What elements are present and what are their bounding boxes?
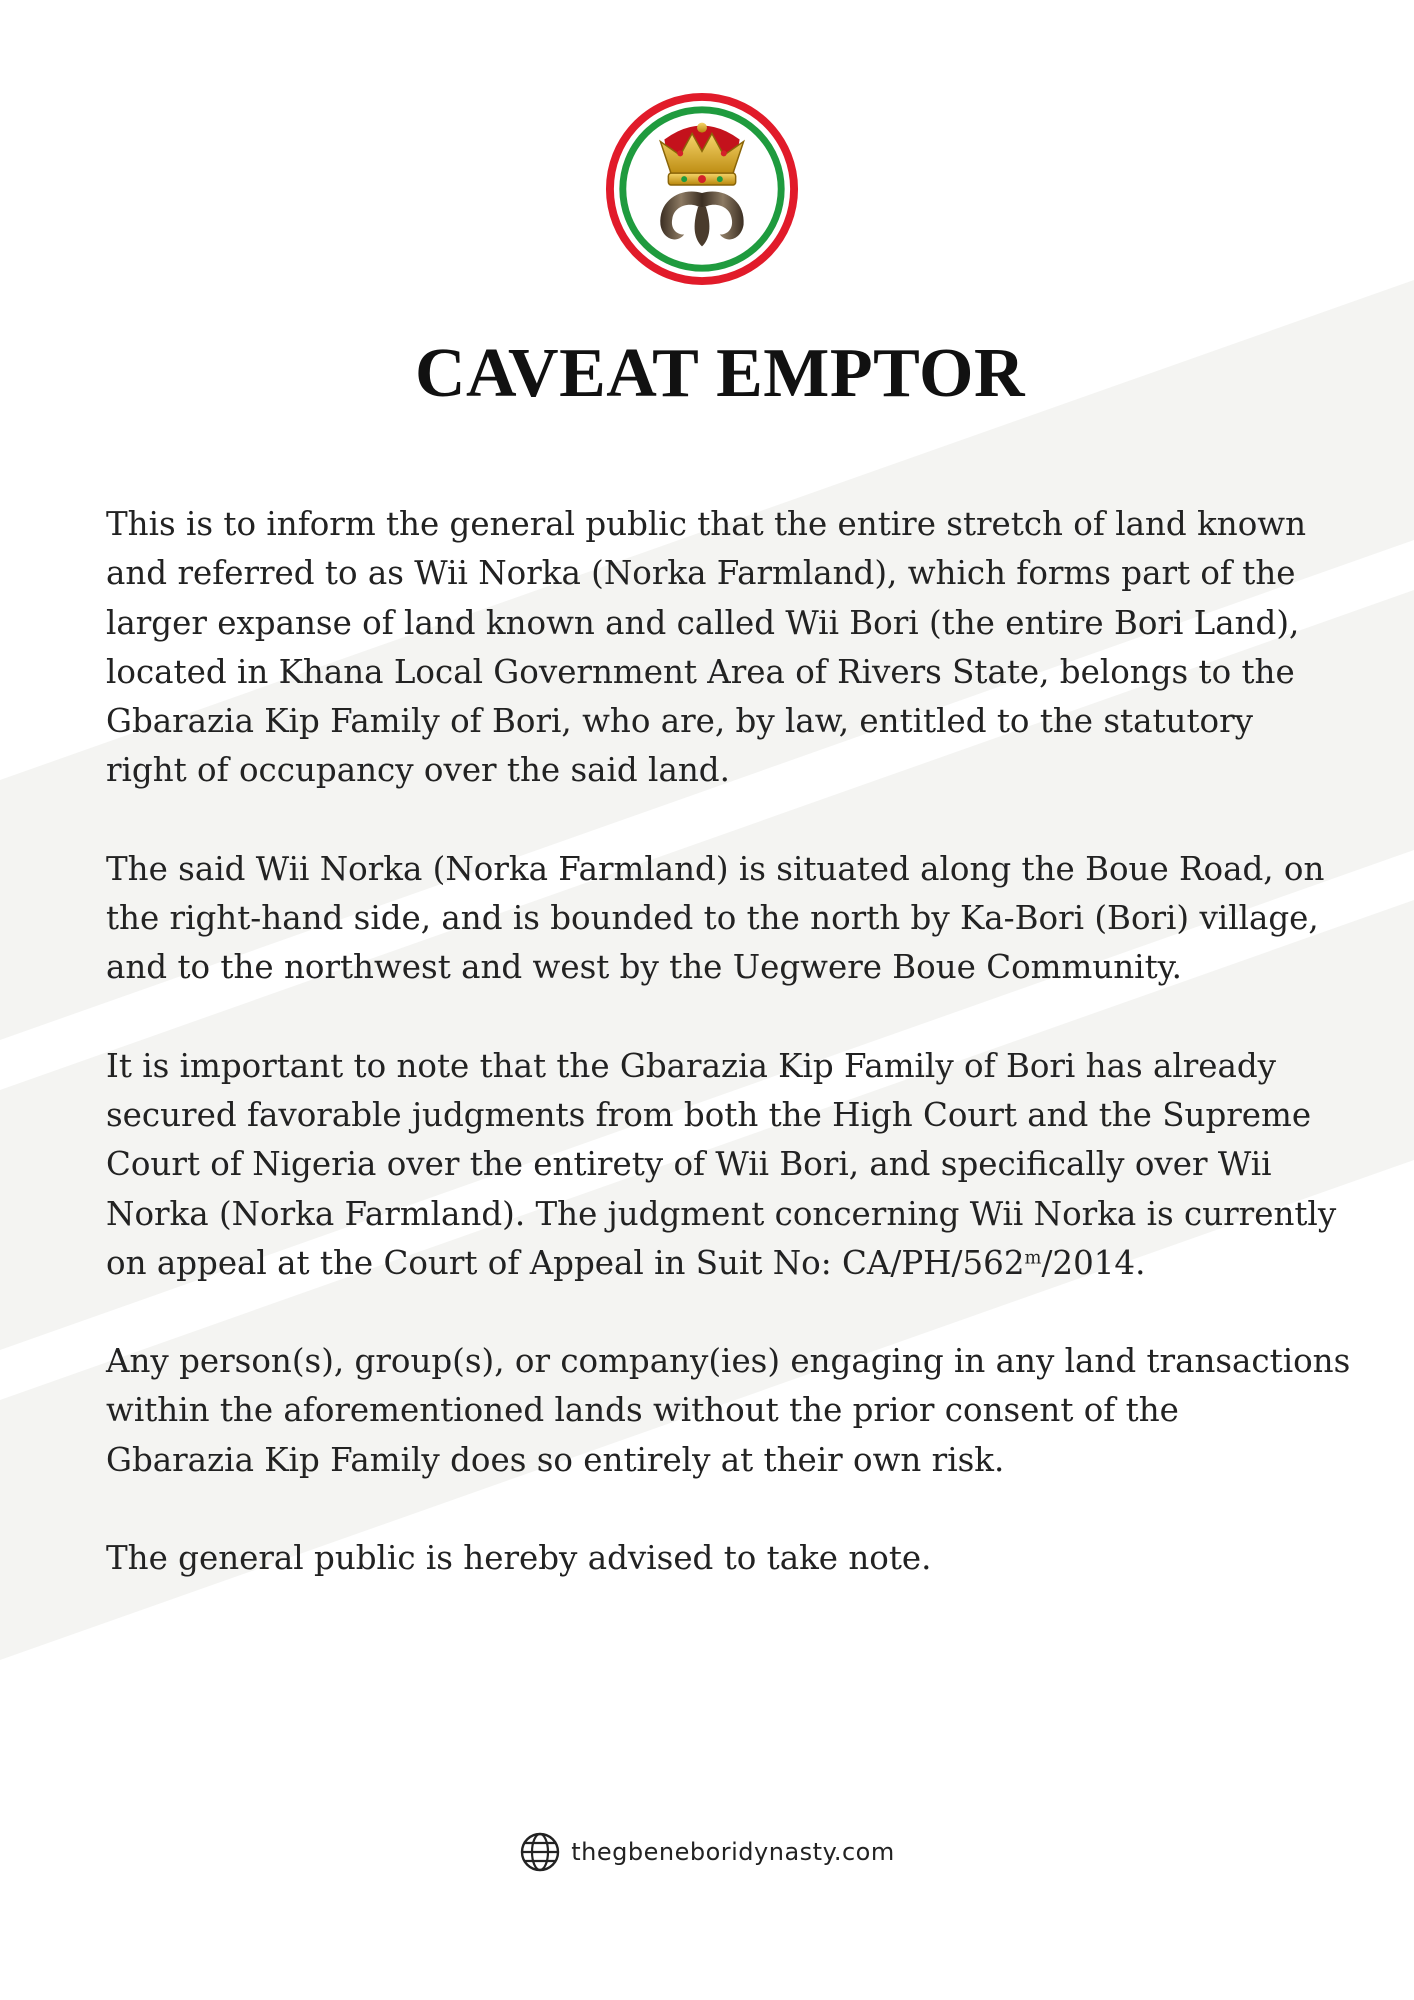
text-line: the right-hand side, and is bounded to the north by Ka-Bori (Bori) village, [106,899,1319,938]
notice-body [106,500,1366,1632]
paragraph-judgments [106,1042,1366,1288]
suit-line-suffix: /2014. [1041,1243,1146,1282]
text-line: within the aforementioned lands without the prior consent of the [106,1391,1179,1430]
text-line: It is important to note that the Gbarazia Kip Family of Bori has already [106,1046,1277,1085]
text-line: Court of Nigeria over the entirety of Wii Bori, and specifically over Wii [106,1145,1272,1184]
website-link[interactable]: thegbeneboridynasty.com [571,1838,895,1866]
globe-icon [519,1831,561,1873]
suit-superscript: m [1024,1247,1042,1269]
text-line: right of occupancy over the said land. [106,751,730,790]
text-line: This is to inform the general public that the entire stretch of land known [106,505,1307,543]
page-title: CAVEAT EMPTOR [414,335,1026,412]
crown-emblem-icon [603,90,801,288]
text-line: secured favorable judgments from both the High Court and the Supreme [106,1095,1312,1134]
text-line: and to the northwest and west by the Uegwere Boue Community. [106,948,1183,987]
suit-line-prefix: on appeal at the Court of Appeal in Suit No: CA/PH/562 [106,1243,1025,1282]
text-line: larger expanse of land known and called Wii Bori (the entire Bori Land), [106,603,1300,642]
text-line: Any person(s), group(s), or company(ies) engaging in any land transactions [106,1342,1351,1381]
text-line: and referred to as Wii Norka (Norka Farmland), which forms part of the [106,554,1296,593]
text-line: located in Khana Local Government Area of Rivers State, belongs to the [106,652,1295,691]
paragraph-warning [106,1337,1366,1485]
text-line: The general public is hereby advised to take note. [106,1539,932,1578]
suit-number-line [106,1239,1366,1288]
text-line: Gbarazia Kip Family of Bori, who are, by law, entitled to the statutory [106,702,1254,741]
footer [0,1830,1414,1874]
paragraph-boundaries [106,845,1366,993]
text-line: The said Wii Norka (Norka Farmland) is situated along the Boue Road, on [106,849,1325,888]
paragraph-ownership [106,500,1366,796]
text-line: Norka (Norka Farmland). The judgment concerning Wii Norka is currently [106,1194,1337,1233]
paragraph-advisory [106,1534,1366,1583]
text-line: Gbarazia Kip Family does so entirely at their own risk. [106,1440,1005,1479]
